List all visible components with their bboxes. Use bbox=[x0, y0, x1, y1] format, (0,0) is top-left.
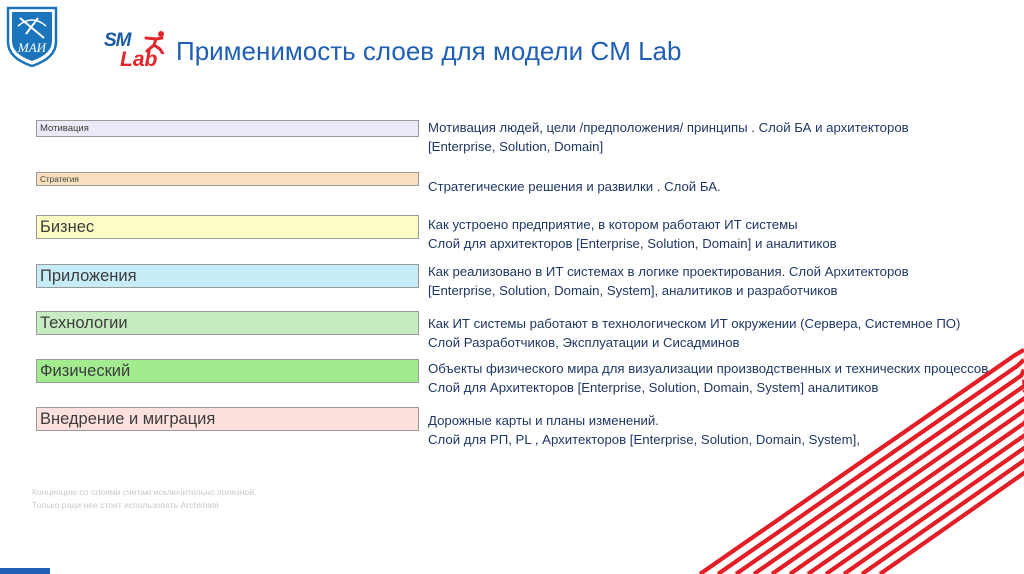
decorative-stripe bbox=[862, 439, 1024, 574]
decorative-stripe bbox=[754, 380, 1024, 574]
layer-description-line: [Enterprise, Solution, Domain] bbox=[428, 138, 604, 154]
running-figure-icon bbox=[142, 30, 168, 54]
smlab-logo bbox=[104, 30, 170, 74]
layer-description-line: Слой для архитекторов [Enterprise, Solution, Domain] и аналитиков bbox=[428, 235, 837, 251]
bottom-accent-bar-segment bbox=[0, 568, 50, 574]
page-title: Применимость слоев для модели CM Lab bbox=[176, 36, 682, 66]
decorative-stripe bbox=[736, 370, 1024, 574]
decorative-stripe bbox=[880, 449, 1024, 574]
layer-description-line: Слой для Архитекторов [Enterprise, Solution, Domain, System] аналитиков bbox=[428, 379, 879, 395]
layer-box: Мотивация bbox=[36, 120, 419, 137]
layer-description-line: Объекты физического мира для визуализации производственных и технических процессов bbox=[428, 361, 989, 376]
layer-description-line: Как устроено предприятие, в котором работают ИТ системы bbox=[428, 217, 798, 232]
layer-description bbox=[428, 119, 909, 156]
layer-box: Бизнес bbox=[36, 215, 419, 239]
layer-description bbox=[428, 216, 837, 253]
footnote bbox=[32, 486, 257, 511]
layer-description-line: Как ИТ системы работают в технологическом ИТ окружении (Сервера, Системное ПО) bbox=[428, 316, 961, 331]
smlab-logo-sm: SM bbox=[104, 30, 131, 51]
layer-description bbox=[428, 263, 909, 300]
mai-logo-text: МАИ bbox=[17, 40, 47, 55]
layer-description bbox=[428, 412, 860, 449]
layer-description-line: Слой для РП, PL , Архитекторов [Enterprise, Solution, Domain, System], bbox=[428, 431, 860, 447]
smlab-logo-lab: Lab bbox=[120, 48, 158, 71]
layer-description-line: Слой Разработчиков, Эксплуатации и Сисадминов bbox=[428, 334, 740, 350]
layer-description bbox=[428, 360, 988, 397]
decorative-stripe bbox=[844, 429, 1024, 574]
layer-description-line: Стратегические решения и развилки . Слой БА. bbox=[428, 179, 721, 194]
layer-description-line: Мотивация людей, цели /предположения/ принципы . Слой БА и архитекторов bbox=[428, 120, 909, 135]
layer-description bbox=[428, 315, 960, 352]
layer-box: Стратегия bbox=[36, 172, 419, 186]
footnote-line: Концепцию со слоями считаю исключительно полезной. bbox=[32, 487, 257, 497]
layer-description-line: [Enterprise, Solution, Domain, System], аналитиков и разработчиков bbox=[428, 282, 838, 298]
layer-box: Внедрение и миграция bbox=[36, 407, 419, 431]
layer-description bbox=[428, 178, 721, 197]
layer-box: Технологии bbox=[36, 311, 419, 335]
layer-description-line: Как реализовано в ИТ системах в логике проектирования. Слой Архитекторов bbox=[428, 264, 909, 279]
layer-box: Приложения bbox=[36, 264, 419, 288]
layer-description-line: Дорожные карты и планы изменений. bbox=[428, 413, 659, 428]
footnote-line: Только ради нее стоит использовать Archimate bbox=[32, 499, 220, 510]
mai-logo bbox=[4, 4, 60, 68]
layer-box: Физический bbox=[36, 359, 419, 383]
bottom-accent-bar bbox=[0, 568, 52, 574]
